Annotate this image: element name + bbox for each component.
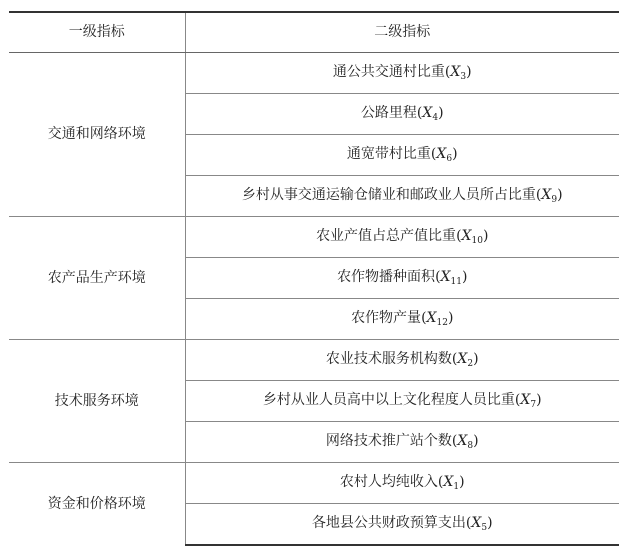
table-row [9, 53, 619, 94]
open-paren: ( [435, 268, 441, 285]
variable-subscript: 12 [436, 317, 448, 328]
indicator-text: 各地县公共财政预算支出 [311, 514, 466, 531]
level1-indicator: 农产品生产环境 [9, 217, 185, 340]
indicator-text: 公路里程 [360, 104, 417, 121]
table-row [9, 463, 619, 504]
close-paren: ) [461, 268, 468, 285]
open-paren: ( [451, 350, 458, 367]
table-row [9, 340, 619, 381]
level2-indicator [185, 258, 619, 299]
level2-indicator [185, 381, 619, 422]
table-row [9, 217, 619, 258]
indicator-text: 农村人均纯收入 [339, 473, 438, 490]
indicator-text: 农业技术服务机构数 [325, 350, 452, 367]
variable-subscript: 11 [450, 276, 462, 287]
open-paren: ( [465, 514, 472, 531]
variable-subscript: 2 [467, 358, 474, 369]
variable-symbol: X [436, 145, 447, 162]
close-paren: ) [487, 514, 493, 531]
level2-indicator [185, 176, 619, 217]
close-paren: ) [482, 227, 489, 244]
close-paren: ) [473, 350, 479, 367]
variable-subscript: 8 [467, 440, 474, 451]
close-paren: ) [459, 473, 465, 490]
variable-symbol: X [450, 63, 461, 80]
open-paren: ( [416, 104, 423, 121]
close-paren: ) [536, 391, 542, 408]
indicator-text: 农业产值占总产值比重 [316, 227, 457, 244]
open-paren: ( [514, 391, 521, 408]
level2-indicator [185, 299, 619, 340]
open-paren: ( [444, 63, 451, 80]
level1-indicator: 资金和价格环境 [9, 463, 185, 546]
variable-symbol: X [457, 350, 468, 367]
table-header [9, 12, 619, 53]
variable-subscript: 10 [471, 235, 483, 246]
open-paren: ( [421, 309, 427, 326]
variable-symbol: X [520, 391, 531, 408]
header-row [9, 12, 619, 53]
level2-indicator [185, 463, 619, 504]
variable-symbol: X [440, 268, 451, 285]
indicator-text: 乡村从事交通运输仓储业和邮政业人员所占比重 [241, 186, 536, 203]
variable-symbol: X [457, 432, 468, 449]
indicator-text: 乡村从业人员高中以上文化程度人员比重 [262, 391, 515, 408]
close-paren: ) [452, 145, 458, 162]
level2-indicator [185, 217, 619, 258]
close-paren: ) [438, 104, 444, 121]
open-paren: ( [430, 145, 437, 162]
level2-indicator [185, 504, 619, 546]
variable-symbol: X [422, 104, 433, 121]
variable-subscript: 1 [453, 481, 460, 492]
header-level2: 二级指标 [185, 12, 619, 53]
indicator-text: 农作物播种面积 [337, 268, 436, 285]
close-paren: ) [557, 186, 563, 203]
variable-subscript: 9 [551, 194, 558, 205]
level2-indicator [185, 135, 619, 176]
level1-indicator: 交通和网络环境 [9, 53, 185, 217]
open-paren: ( [456, 227, 462, 244]
variable-symbol: X [541, 186, 552, 203]
variable-subscript: 6 [446, 153, 453, 164]
level2-indicator [185, 422, 619, 463]
variable-symbol: X [443, 473, 454, 490]
level2-indicator [185, 53, 619, 94]
variable-subscript: 5 [481, 522, 488, 533]
table-body [9, 53, 619, 546]
open-paren: ( [451, 432, 458, 449]
variable-subscript: 3 [460, 71, 467, 82]
indicator-text: 通公共交通村比重 [332, 63, 445, 80]
indicator-text: 农作物产量 [351, 309, 422, 326]
variable-symbol: X [426, 309, 437, 326]
level1-indicator: 技术服务环境 [9, 340, 185, 463]
open-paren: ( [535, 186, 542, 203]
variable-symbol: X [471, 514, 482, 531]
indicator-text: 通宽带村比重 [346, 145, 431, 162]
variable-symbol: X [461, 227, 472, 244]
level2-indicator [185, 340, 619, 381]
close-paren: ) [466, 63, 472, 80]
level2-indicator [185, 94, 619, 135]
variable-subscript: 7 [530, 399, 537, 410]
indicator-table [9, 11, 619, 546]
indicator-text: 网络技术推广站个数 [325, 432, 452, 449]
close-paren: ) [473, 432, 479, 449]
open-paren: ( [437, 473, 444, 490]
variable-subscript: 4 [432, 112, 439, 123]
close-paren: ) [447, 309, 454, 326]
header-level1: 一级指标 [9, 12, 185, 53]
